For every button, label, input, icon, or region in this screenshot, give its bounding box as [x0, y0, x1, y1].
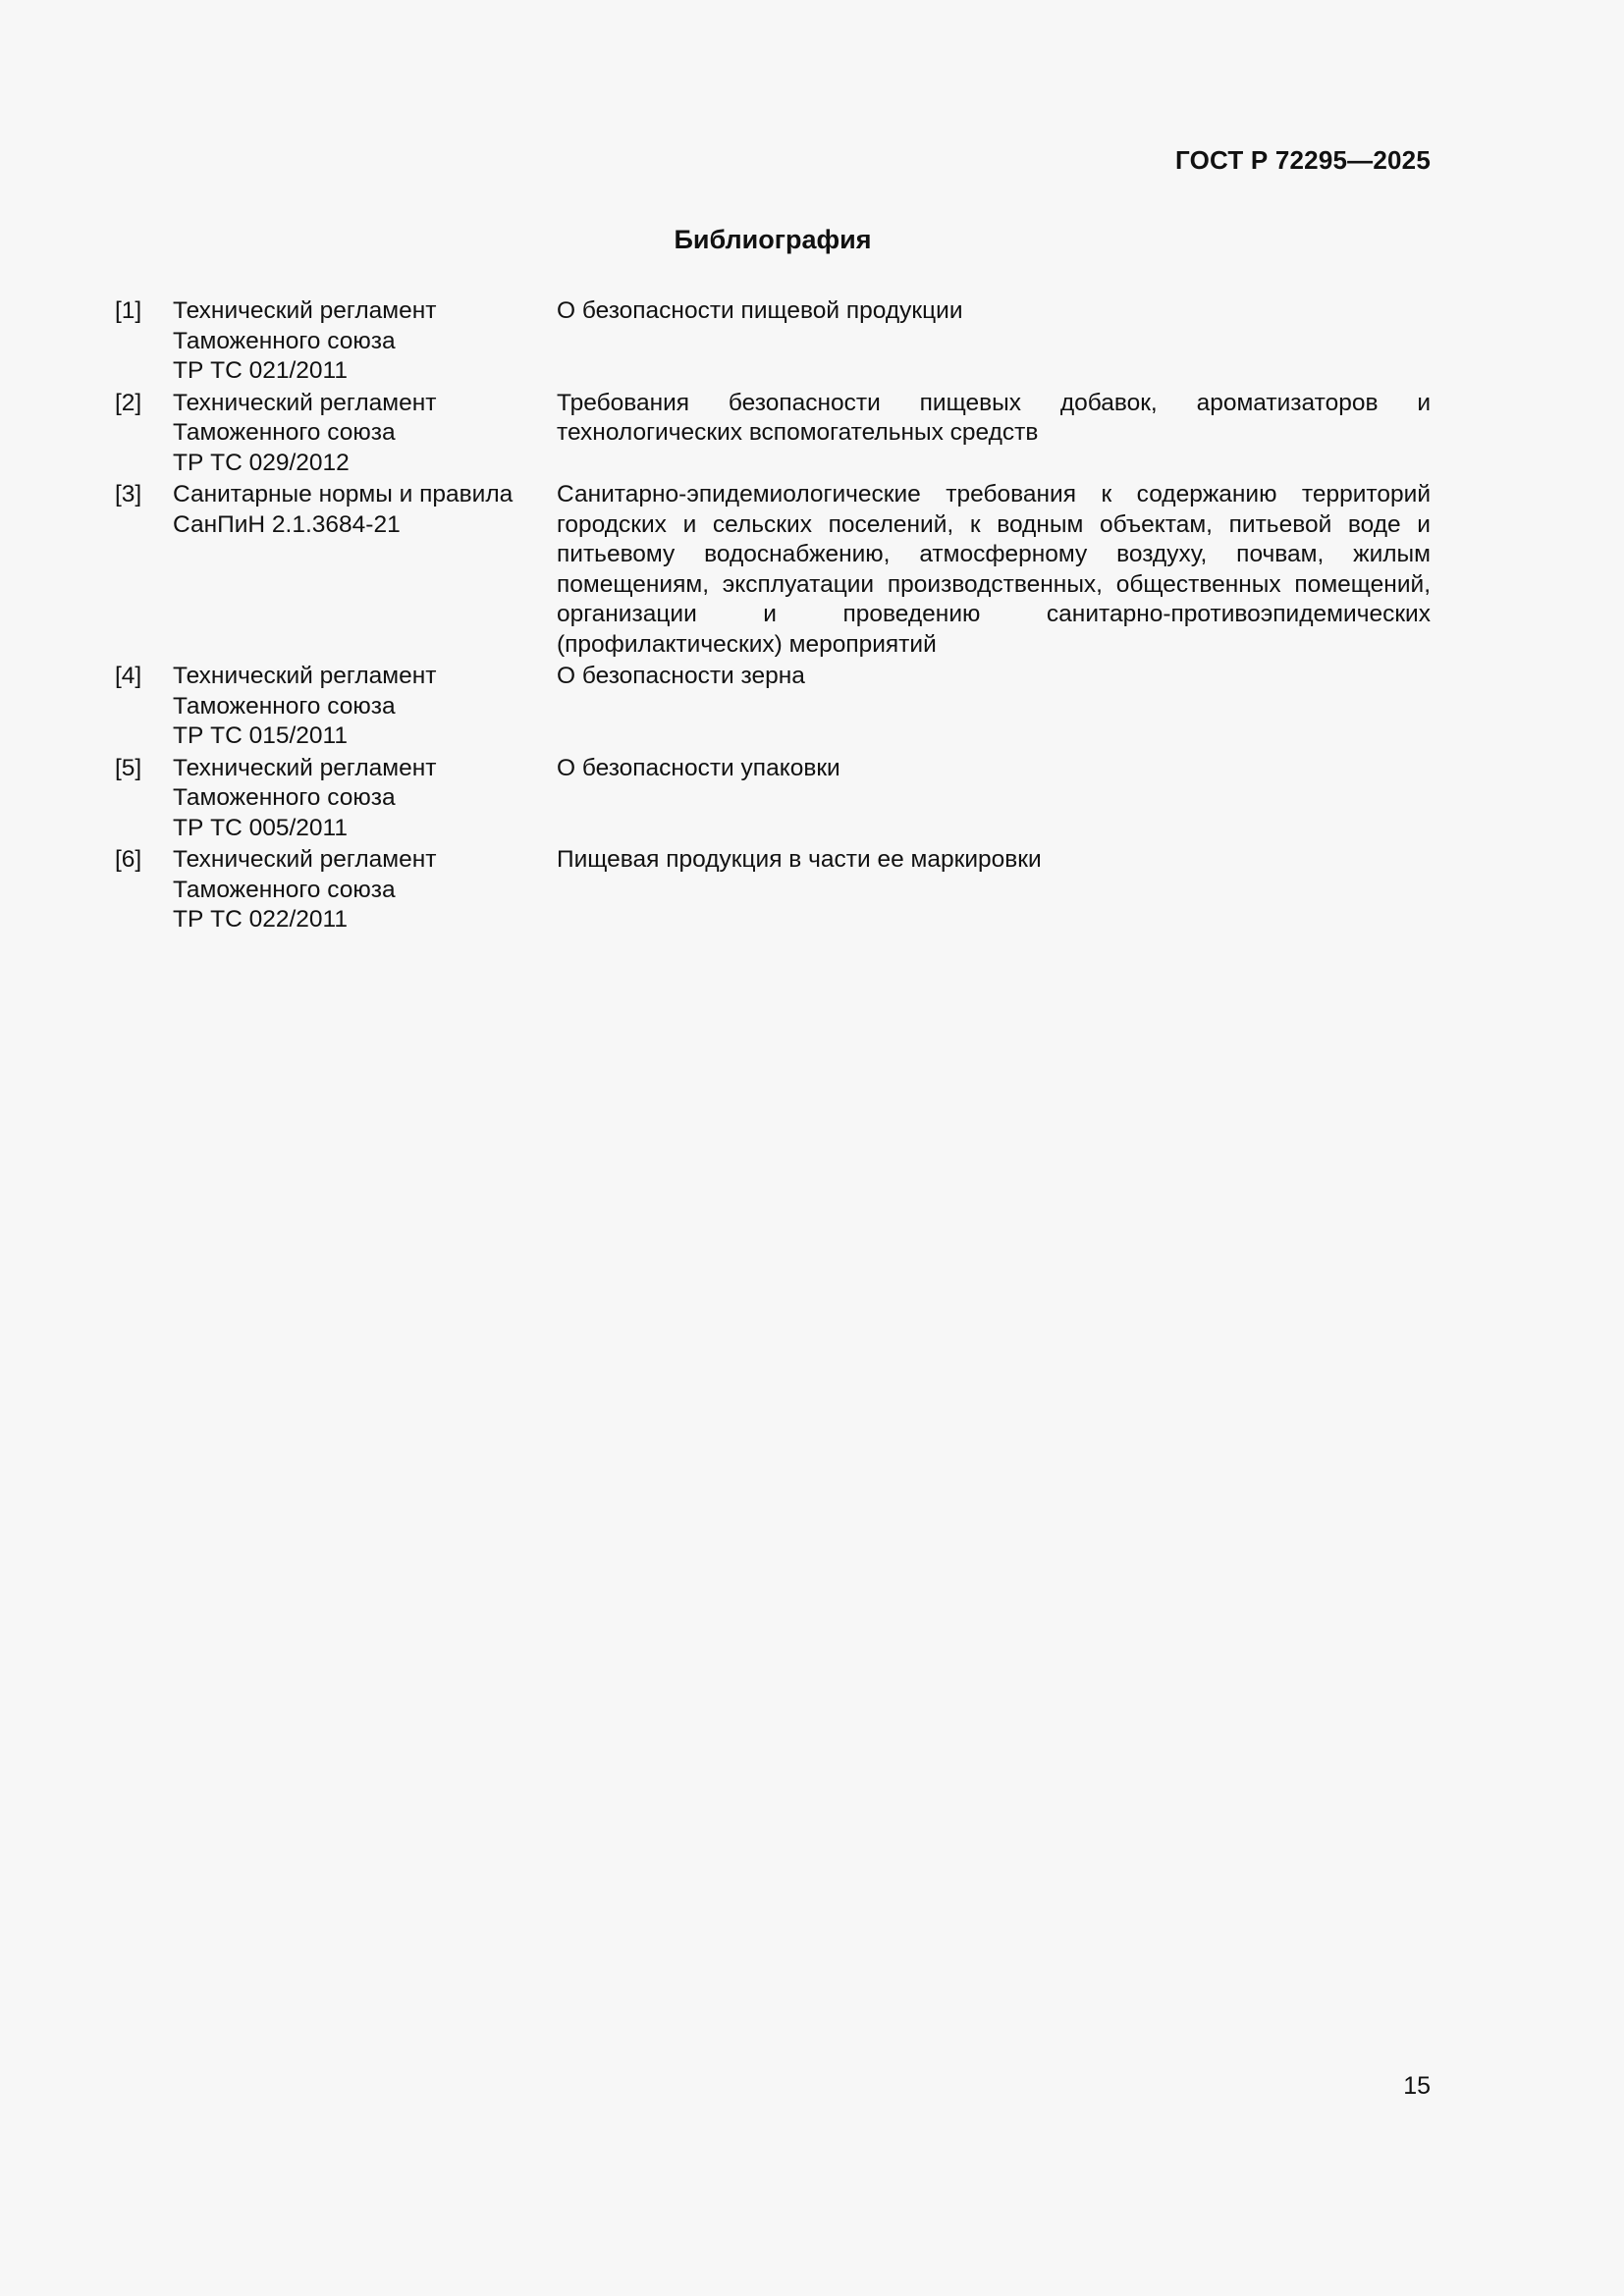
entry-title: Требования безопасности пищевых добавок, ароматизаторов и технологических вспомогательных средств: [557, 389, 1431, 446]
entry-source-line: Санитарные нормы и правила: [173, 481, 514, 507]
document-code: ГОСТ Р 72295—2025: [1175, 145, 1431, 175]
entry-source: [173, 480, 557, 660]
entry-source-line: ТР ТС 005/2011: [173, 814, 348, 841]
entry-source-line: Технический регламент: [173, 389, 437, 416]
entry-source: [173, 296, 557, 387]
entry-source-line: Технический регламент: [173, 754, 437, 781]
entry-number: [2]: [115, 389, 142, 416]
bibliography-entry: [115, 389, 1431, 479]
entry-source-line: ТР ТС 022/2011: [173, 906, 348, 933]
entry-source-line: Таможенного союза: [173, 419, 396, 446]
entry-source-line: ТР ТС 021/2011: [173, 357, 348, 384]
entry-source-line: ТР ТС 015/2011: [173, 722, 348, 749]
entry-title: О безопасности упаковки: [557, 754, 840, 781]
bibliography-entry: [115, 754, 1431, 844]
bibliography-list: [115, 296, 1431, 937]
bibliography-entry: [115, 845, 1431, 935]
bibliography-entry: [115, 296, 1431, 387]
entry-title: Пищевая продукция в части ее маркировки: [557, 846, 1042, 873]
bibliography-entry: [115, 662, 1431, 752]
entry-number: [5]: [115, 754, 142, 781]
entry-source: [173, 845, 557, 935]
entry-source-line: ТР ТС 029/2012: [173, 449, 350, 476]
entry-source-line: Таможенного союза: [173, 876, 396, 903]
entry-source: [173, 754, 557, 844]
entry-number: [1]: [115, 297, 142, 324]
entry-source-line: Таможенного союза: [173, 327, 396, 354]
entry-title: О безопасности пищевой продукции: [557, 297, 963, 324]
entry-source-line: СанПиН 2.1.3684-21: [173, 510, 401, 538]
entry-number: [3]: [115, 481, 142, 507]
entry-title: Санитарно-эпидемиологические требования к содержанию территорий городских и сельских поселений, к водным объектам, питьевой воде и питьевому водоснабжению, атмосферному воздуху, почвам, жилым помещениям, эксплуатации производственных, общественных помещений, организации и проведению санитарно-противоэпидемических (профилактических) мероприятий: [557, 481, 1431, 658]
entry-source-line: Технический регламент: [173, 663, 437, 689]
entry-number: [4]: [115, 663, 142, 689]
entry-source-line: Технический регламент: [173, 297, 437, 324]
entry-source: [173, 662, 557, 752]
entry-title: О безопасности зерна: [557, 663, 805, 689]
entry-number: [6]: [115, 846, 142, 873]
page-number: 15: [1403, 2072, 1431, 2100]
entry-source-line: Таможенного союза: [173, 692, 396, 720]
bibliography-entry: [115, 480, 1431, 660]
entry-source-line: Таможенного союза: [173, 784, 396, 811]
page-title: Библиография: [674, 225, 872, 254]
entry-source-line: Технический регламент: [173, 846, 437, 873]
entry-source: [173, 389, 557, 479]
